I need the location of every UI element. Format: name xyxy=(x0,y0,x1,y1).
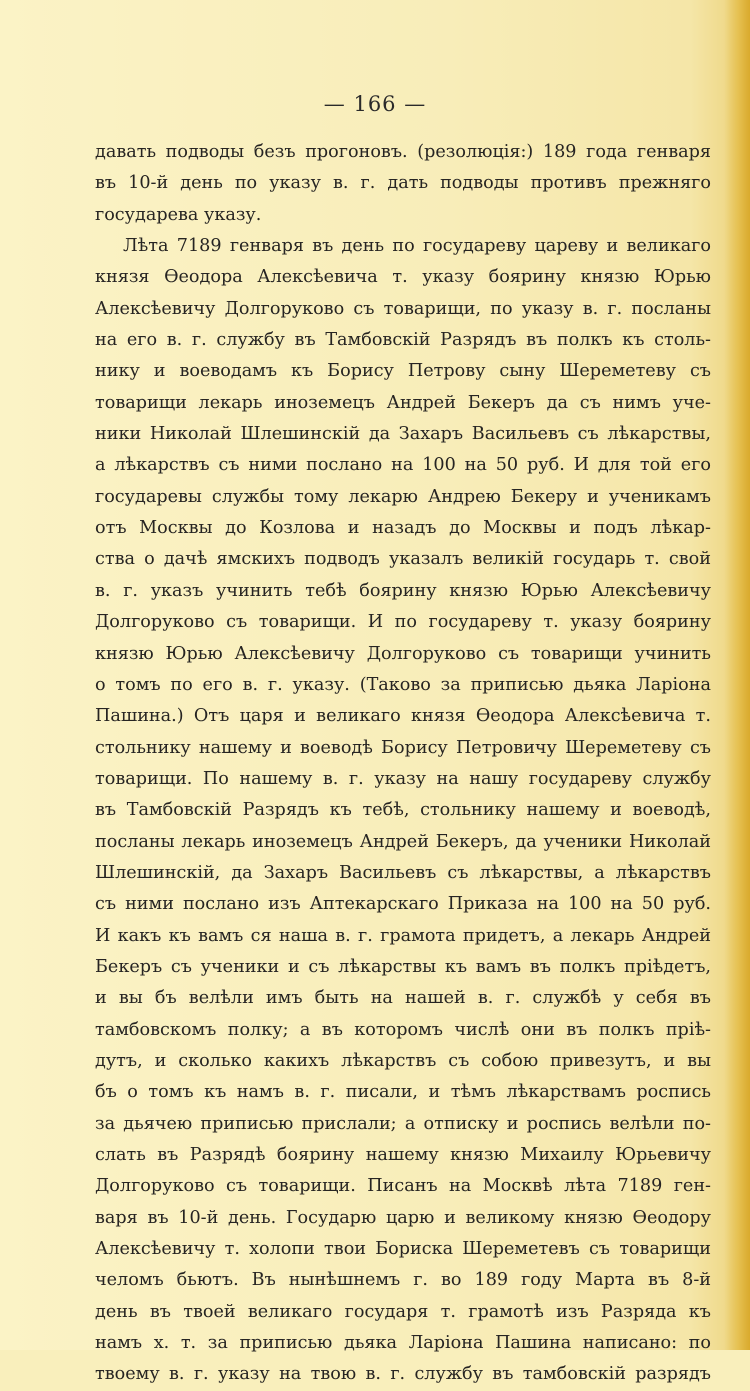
page-gutter-shadow xyxy=(724,0,750,1350)
text-line: князя Ѳеодора Алексѣевича т. указу боярину князю Юрью xyxy=(95,267,711,288)
text-line: стольнику нашему и воеводѣ Борису Петровичу Шереметеву съ xyxy=(95,737,711,758)
text-line: И какъ къ вамъ ся наша в. г. грамота придетъ, а лекарь Андрей xyxy=(95,925,711,946)
text-line: твоему в. г. указу на твою в. г. службу въ тамбовскій разрядъ xyxy=(95,1364,711,1385)
text-line: варя въ 10-й день. Государю царю и великому князю Ѳеодору xyxy=(95,1207,711,1228)
text-line: челомъ бьютъ. Въ нынѣшнемъ г. во 189 году Марта въ 8-й xyxy=(95,1270,711,1291)
text-line: бъ о томъ къ намъ в. г. писали, и тѣмъ лѣкарствамъ роспись xyxy=(95,1082,711,1103)
text-line: ства о дачѣ ямскихъ подводъ указалъ великій государь т. свой xyxy=(95,549,711,570)
text-line: Лѣта 7189 генваря въ день по государеву цареву и великаго xyxy=(123,236,711,257)
text-line: о томъ по его в. г. указу. (Таково за приписью дьяка Ларіона xyxy=(95,674,711,695)
page-number: — 166 — xyxy=(323,92,427,116)
text-line: товарищи. По нашему в. г. указу на нашу государеву службу xyxy=(95,768,711,789)
text-line: дутъ, и сколько какихъ лѣкарствъ съ собою привезутъ, и вы xyxy=(95,1050,711,1071)
text-line: тамбовскомъ полку; а въ которомъ числѣ они въ полкъ пріѣ- xyxy=(95,1019,711,1040)
text-line: въ 10-й день по указу в. г. дать подводы противъ прежняго xyxy=(95,173,711,194)
text-line: ники Николай Шлешинскій да Захаръ Васильевъ съ лѣкарствы, xyxy=(95,424,711,445)
text-line: нику и воеводамъ къ Борису Петрову сыну Шереметеву съ xyxy=(95,361,711,382)
body-text xyxy=(95,137,711,1391)
text-line: и вы бъ велѣли имъ быть на нашей в. г. службѣ у себя въ xyxy=(95,988,711,1009)
text-line: в. г. указъ учинить тебѣ боярину князю Юрью Алексѣевичу xyxy=(95,580,711,601)
text-line: съ ними послано изъ Аптекарскаго Приказа на 100 на 50 руб. xyxy=(95,894,711,915)
text-line: за дьячею приписью прислали; а отписку и роспись велѣли по- xyxy=(95,1113,711,1134)
text-line: посланы лекарь иноземецъ Андрей Бекеръ, да ученики Николай xyxy=(95,831,711,852)
text-line: князю Юрью Алексѣевичу Долгоруково съ товарищи учинить xyxy=(95,643,711,664)
text-line: отъ Москвы до Козлова и назадъ до Москвы и подъ лѣкар- xyxy=(95,518,711,539)
text-line: слать въ Разрядѣ боярину нашему князю Михаилу Юрьевичу xyxy=(95,1145,711,1165)
text-line: товарищи лекарь иноземецъ Андрей Бекеръ да съ нимъ уче- xyxy=(95,392,711,413)
text-line: въ Тамбовскій Разрядъ къ тебѣ, стольнику нашему и воеводѣ, xyxy=(95,800,711,821)
text-line: Алексѣевичу т. холопи твои Бориска Шереметевъ съ товарищи xyxy=(95,1239,711,1260)
text-line: Долгоруково съ товарищи. И по государеву т. указу боярину xyxy=(95,612,711,633)
text-line: день въ твоей великаго государя т. грамотѣ изъ Разряда къ xyxy=(95,1301,711,1322)
text-line: Алексѣевичу Долгоруково съ товарищи, по указу в. г. посланы xyxy=(95,298,711,319)
text-line: Шлешинскій, да Захаръ Васильевъ съ лѣкарствы, а лѣкарствъ xyxy=(95,862,711,883)
text-line: государевы службы тому лекарю Андрею Бекеру и ученикамъ xyxy=(95,486,711,507)
text-line: Бекеръ съ ученики и съ лѣкарствы къ вамъ въ полкъ пріѣдетъ, xyxy=(95,956,711,977)
text-line: намъ х. т. за приписью дьяка Ларіона Пашина написано: по xyxy=(95,1333,711,1354)
text-line: а лѣкарствъ съ ними послано на 100 на 50 руб. И для той его xyxy=(95,455,711,476)
text-line: Долгоруково съ товарищи. Писанъ на Москвѣ лѣта 7189 ген- xyxy=(95,1176,711,1197)
text-line: давать подводы безъ прогоновъ. (резолюція:) 189 года генваря xyxy=(95,142,711,162)
text-line: на его в. г. службу въ Тамбовскій Разрядъ въ полкъ къ столь- xyxy=(95,330,711,351)
text-line: государева указу. xyxy=(95,204,262,225)
text-line: Пашина.) Отъ царя и великаго князя Ѳеодора Алексѣевича т. xyxy=(95,706,711,727)
